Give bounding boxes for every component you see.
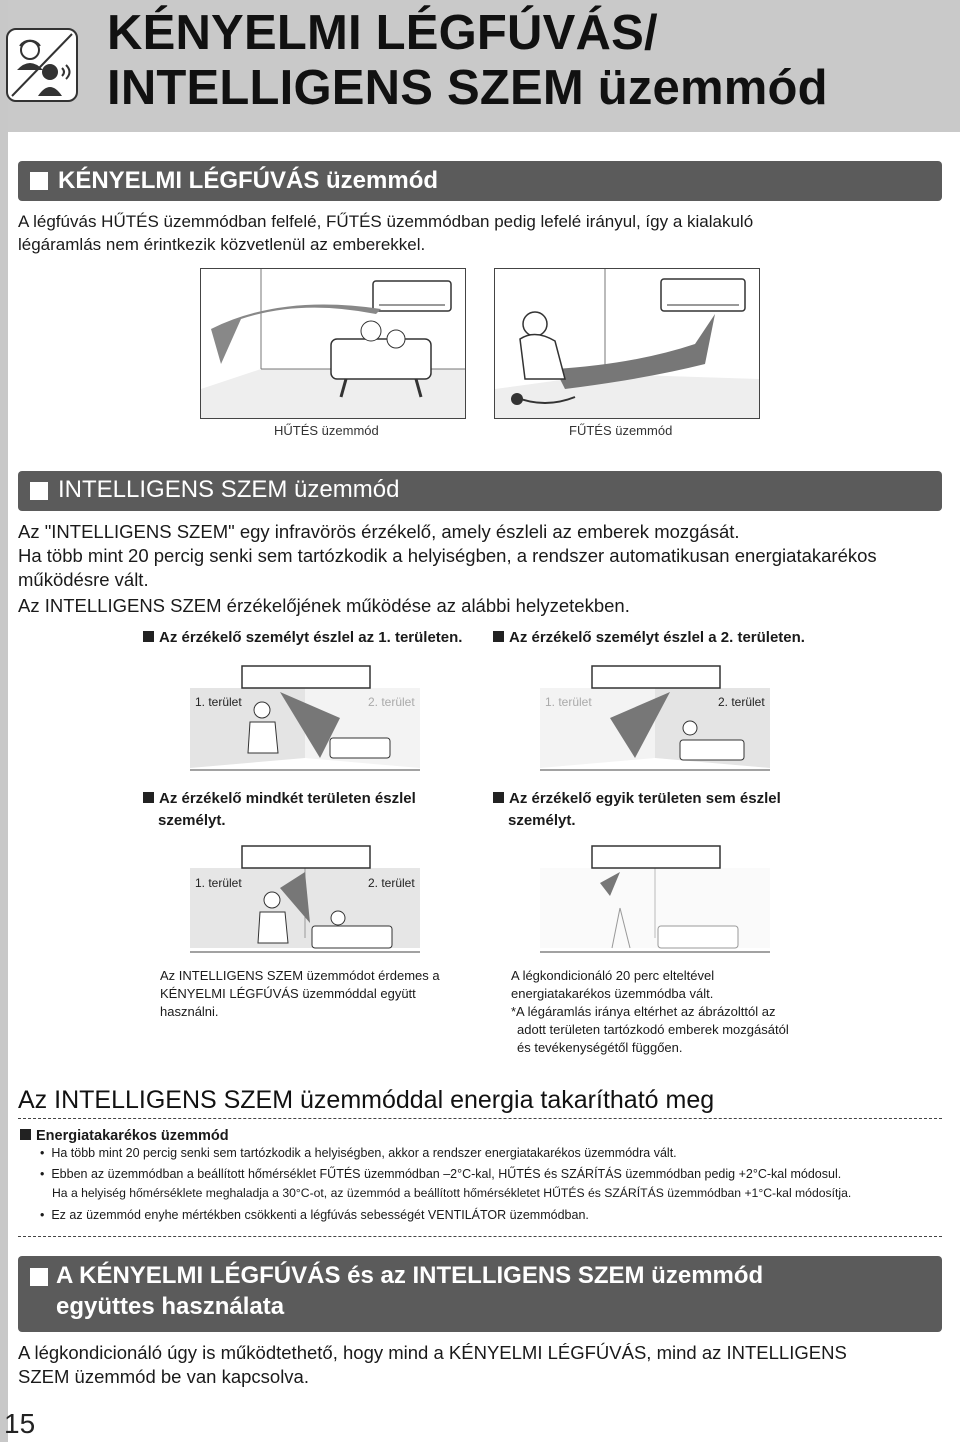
case-heading-area1: Az érzékelő személyt észlel az 1. területen.	[143, 627, 462, 649]
list-item: • Ebben az üzemmódban a beállított hőmérséklet FŰTÉS üzemmódban –2°C-kal, HŰTÉS és SZÁRÍTÁS üzemmódban pedig +2°C-kal módosul.	[40, 1167, 842, 1181]
sensor-diagram-area2	[540, 658, 770, 778]
area1-label: 1. terület	[195, 876, 242, 890]
person-sensor-icon	[6, 28, 78, 102]
list-item: • Ha több mint 20 percig senki sem tartózkodik a helyiségben, akkor a rendszer energiatakarékos üzemmódra vált.	[40, 1146, 677, 1160]
heating-mode-illustration	[494, 268, 760, 419]
text-line: A légfúvás HŰTÉS üzemmódban felfelé, FŰTÉS üzemmódban pedig lefelé irányul, így a kialakuló	[18, 212, 754, 231]
energy-heading: Az INTELLIGENS SZEM üzemmóddal energia takarítható meg	[18, 1086, 715, 1114]
note-line: *A légáramlás iránya eltérhet az ábrázolttól az	[511, 1004, 776, 1019]
text-line: működésre vált.	[18, 569, 149, 590]
heading-square-icon	[30, 172, 48, 190]
area2-label: 2. terület	[718, 695, 765, 709]
area2-label: 2. terület	[368, 876, 415, 890]
section-heading-combined-use	[18, 1256, 942, 1332]
section-heading-intelligent-eye	[18, 471, 942, 511]
area1-label: 1. terület	[195, 695, 242, 709]
note-line: Az INTELLIGENS SZEM üzemmódot érdemes a	[160, 968, 440, 983]
note-line: használni.	[160, 1004, 219, 1019]
area2-label: 2. terület	[368, 695, 415, 709]
list-item: • Ez az üzemmód enyhe mértékben csökkenti a légfúvás sebességét VENTILÁTOR üzemmódban.	[40, 1208, 589, 1222]
sensor-diagram-no-area	[540, 838, 770, 960]
text-line: Az INTELLIGENS SZEM érzékelőjének működése az alábbi helyzetekben.	[18, 595, 630, 616]
note-line: KÉNYELMI LÉGFÚVÁS üzemmóddal együtt	[160, 986, 416, 1001]
section-heading-text: KÉNYELMI LÉGFÚVÁS üzemmód	[58, 167, 439, 194]
section1-text	[18, 210, 753, 256]
list-item-continued: Ha a helyiség hőmérséklete meghaladja a 30°C-ot, az üzemmód a beállított hőmérsékletet HŰTÉS és SZÁRÍTÁS üzemmódban +1°C-kal módosítja.	[52, 1186, 852, 1200]
bullet-square-icon	[143, 792, 154, 803]
energy-subheading: Energiatakarékos üzemmód	[20, 1125, 229, 1147]
caption-heating-mode: FŰTÉS üzemmód	[569, 423, 673, 438]
note-line: energiatakarékos üzemmódba vált.	[511, 986, 714, 1001]
note-right	[511, 967, 789, 1057]
sensor-diagram-area1	[190, 658, 420, 778]
text-line: Ha több mint 20 percig senki sem tartózkodik a helyiségben, a rendszer automatikusan energiatakarékos	[18, 545, 877, 566]
text-line: A légkondicionáló úgy is működtethető, hogy mind a KÉNYELMI LÉGFÚVÁS, mind az INTELLIGENS	[18, 1342, 847, 1363]
section-heading-comfort-airflow	[18, 161, 942, 201]
page-number: 15	[4, 1408, 36, 1439]
section-heading-text: A KÉNYELMI LÉGFÚVÁS és az INTELLIGENS SZEM üzemmód együttes használata	[56, 1262, 764, 1320]
case-heading-no-area: Az érzékelő egyik területen sem észlel személyt.	[493, 788, 781, 832]
page-title	[107, 6, 828, 116]
note-left	[160, 967, 440, 1021]
title-line-2: INTELLIGENS SZEM üzemmód	[107, 61, 828, 115]
section3-text	[18, 1341, 948, 1389]
side-bar	[0, 0, 8, 1442]
divider-dashed	[18, 1118, 942, 1119]
bullet-square-icon	[20, 1129, 31, 1140]
note-line: és tevékenységétől függően.	[517, 1040, 683, 1055]
caption-cooling-mode: HŰTÉS üzemmód	[274, 423, 379, 438]
bullet-square-icon	[493, 792, 504, 803]
note-line: A légkondicionáló 20 perc elteltével	[511, 968, 715, 983]
energy-bullets	[40, 1144, 950, 1225]
bullet-square-icon	[493, 631, 504, 642]
case-heading-area2: Az érzékelő személyt észlel a 2. területen.	[493, 627, 805, 649]
note-line: adott területen tartózkodó emberek mozgásától	[517, 1022, 789, 1037]
heading-square-icon	[30, 1268, 48, 1286]
area1-label: 1. terület	[545, 695, 592, 709]
sensor-diagram-both-areas	[190, 838, 420, 960]
text-line: légáramlás nem érintkezik közvetlenül az emberekkel.	[18, 235, 426, 254]
bullet-square-icon	[143, 631, 154, 642]
divider-dashed	[18, 1236, 942, 1237]
heading-square-icon	[30, 482, 48, 500]
case-heading-both-areas: Az érzékelő mindkét területen észlel személyt.	[143, 788, 416, 832]
section-heading-text: INTELLIGENS SZEM üzemmód	[58, 476, 400, 503]
text-line: SZEM üzemmód be van kapcsolva.	[18, 1366, 309, 1387]
text-line: Az "INTELLIGENS SZEM" egy infravörös érzékelő, amely észleli az emberek mozgását.	[18, 521, 740, 542]
cooling-mode-illustration	[200, 268, 466, 419]
section2-text	[18, 520, 948, 618]
title-line-1: KÉNYELMI LÉGFÚVÁS/	[107, 6, 658, 60]
